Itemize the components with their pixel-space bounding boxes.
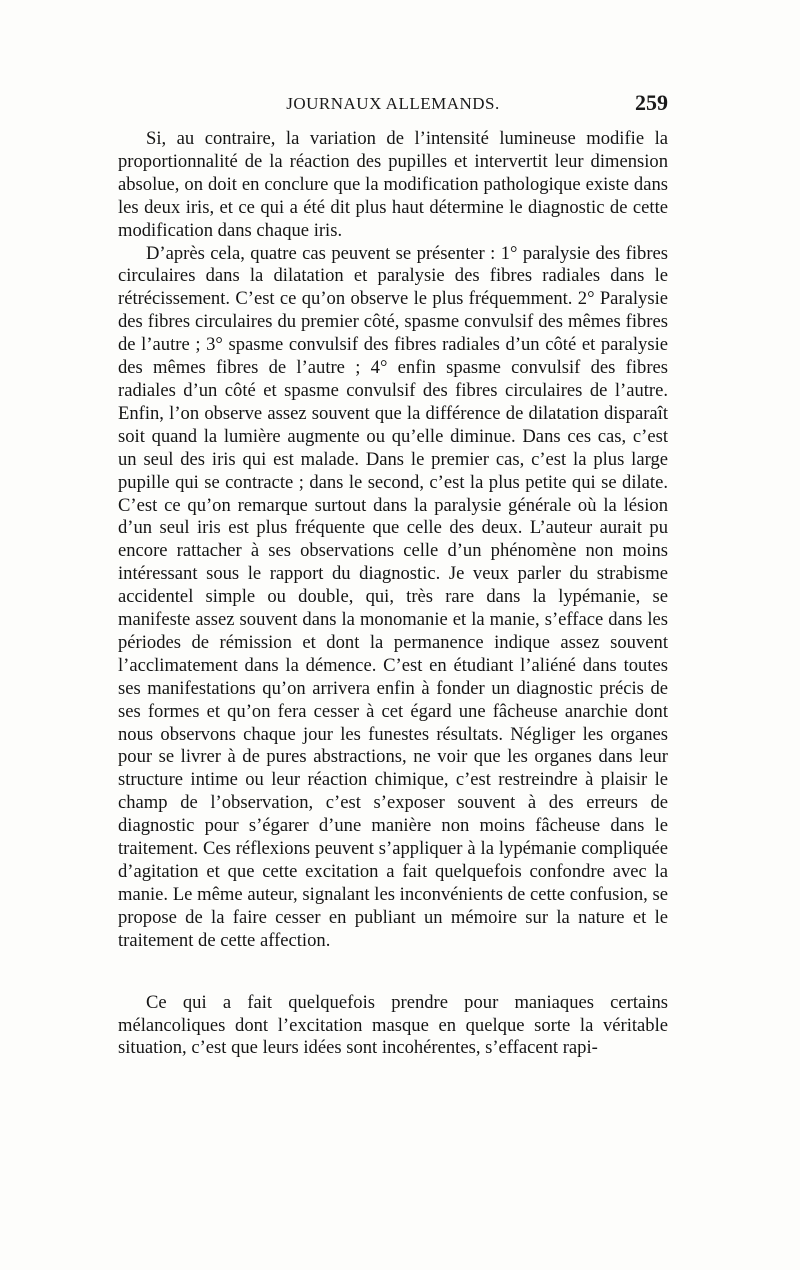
running-title: JOURNAUX ALLEMANDS. xyxy=(286,94,500,113)
paragraph: Si, au contraire, la variation de l’intensité lumineuse modifie la proportionnalité de la réaction des pupilles et intervertit leur dimension absolue, on doit en conclure que la modification pathologique existe dans les deux iris, et ce qui a été dit plus haut détermine le diagnostic de cette modification dans chaque iris. xyxy=(118,128,668,241)
page-header xyxy=(118,92,668,122)
body-text xyxy=(118,128,668,1060)
page-number: 259 xyxy=(635,90,668,115)
paragraph: Ce qui a fait quelquefois prendre pour maniaques certains mélancoliques dont l’excitation masque en quelque sorte la véritable situation, c’est que leurs idées sont incohérentes, s’effacent rapi- xyxy=(118,991,668,1059)
paragraph: D’après cela, quatre cas peuvent se présenter : 1° paralysie des fibres circulaires dans la dilatation et paralysie des fibres radiales dans le rétrécissement. C’est ce qu’on observe le plus fréquemment. 2° Paralysie des fibres circulaires du premier côté, spasme convulsif des mêmes fibres de l’autre ; 3° spasme convulsif des fibres radiales d’un côté et paralysie des mêmes fibres de l’autre ; 4° enfin spasme convulsif des fibres radiales d’un côté et spasme convulsif des fibres circulaires de l’autre. Enfin, l’on observe assez souvent que la différence de dilatation disparaît soit quand la lumière augmente ou qu’elle diminue. Dans ces cas, c’est un seul des iris qui est malade. Dans le premier cas, c’est la plus large pupille qui se contracte ; dans le second, c’est la plus petite qui se dilate. C’est ce qu’on remarque surtout dans la paralysie générale où la lésion d’un seul iris est plus fréquente que celle des deux. L’auteur aurait pu encore rattacher à ses observations celle d’un phénomène non moins intéressant sous le rapport du diagnostic. Je veux parler du strabisme accidentel simple ou double, qui, très rare dans la lypémanie, se manifeste assez souvent dans la monomanie et la manie, s’efface dans les périodes de rémission et dont la permanence indique assez souvent l’acclimatement dans la démence. C’est en étudiant l’aliéné dans toutes ses manifestations qu’on arrivera enfin à fonder un diagnostic précis de ses formes et qu’on fera cesser à cet égard une fâcheuse anarchie dont nous observons chaque jour les funestes résultats. Négliger les organes pour se livrer à de pures abstractions, ne voir que les organes dans leur structure intime ou leur réaction chimique, c’est restreindre à plaisir le champ de l’observation, c’est s’exposer souvent à des erreurs de diagnostic pour s’égarer d’une manière non moins fâcheuse dans le traitement. Ces réflexions peuvent s’appliquer à la lypémanie compliquée d’agitation et que cette excitation a fait quelquefois confondre avec la manie. Le même auteur, signalant les inconvénients de cette confusion, se propose de la faire cesser en publiant un mémoire sur la nature et le traitement de cette affection. xyxy=(118,242,668,951)
